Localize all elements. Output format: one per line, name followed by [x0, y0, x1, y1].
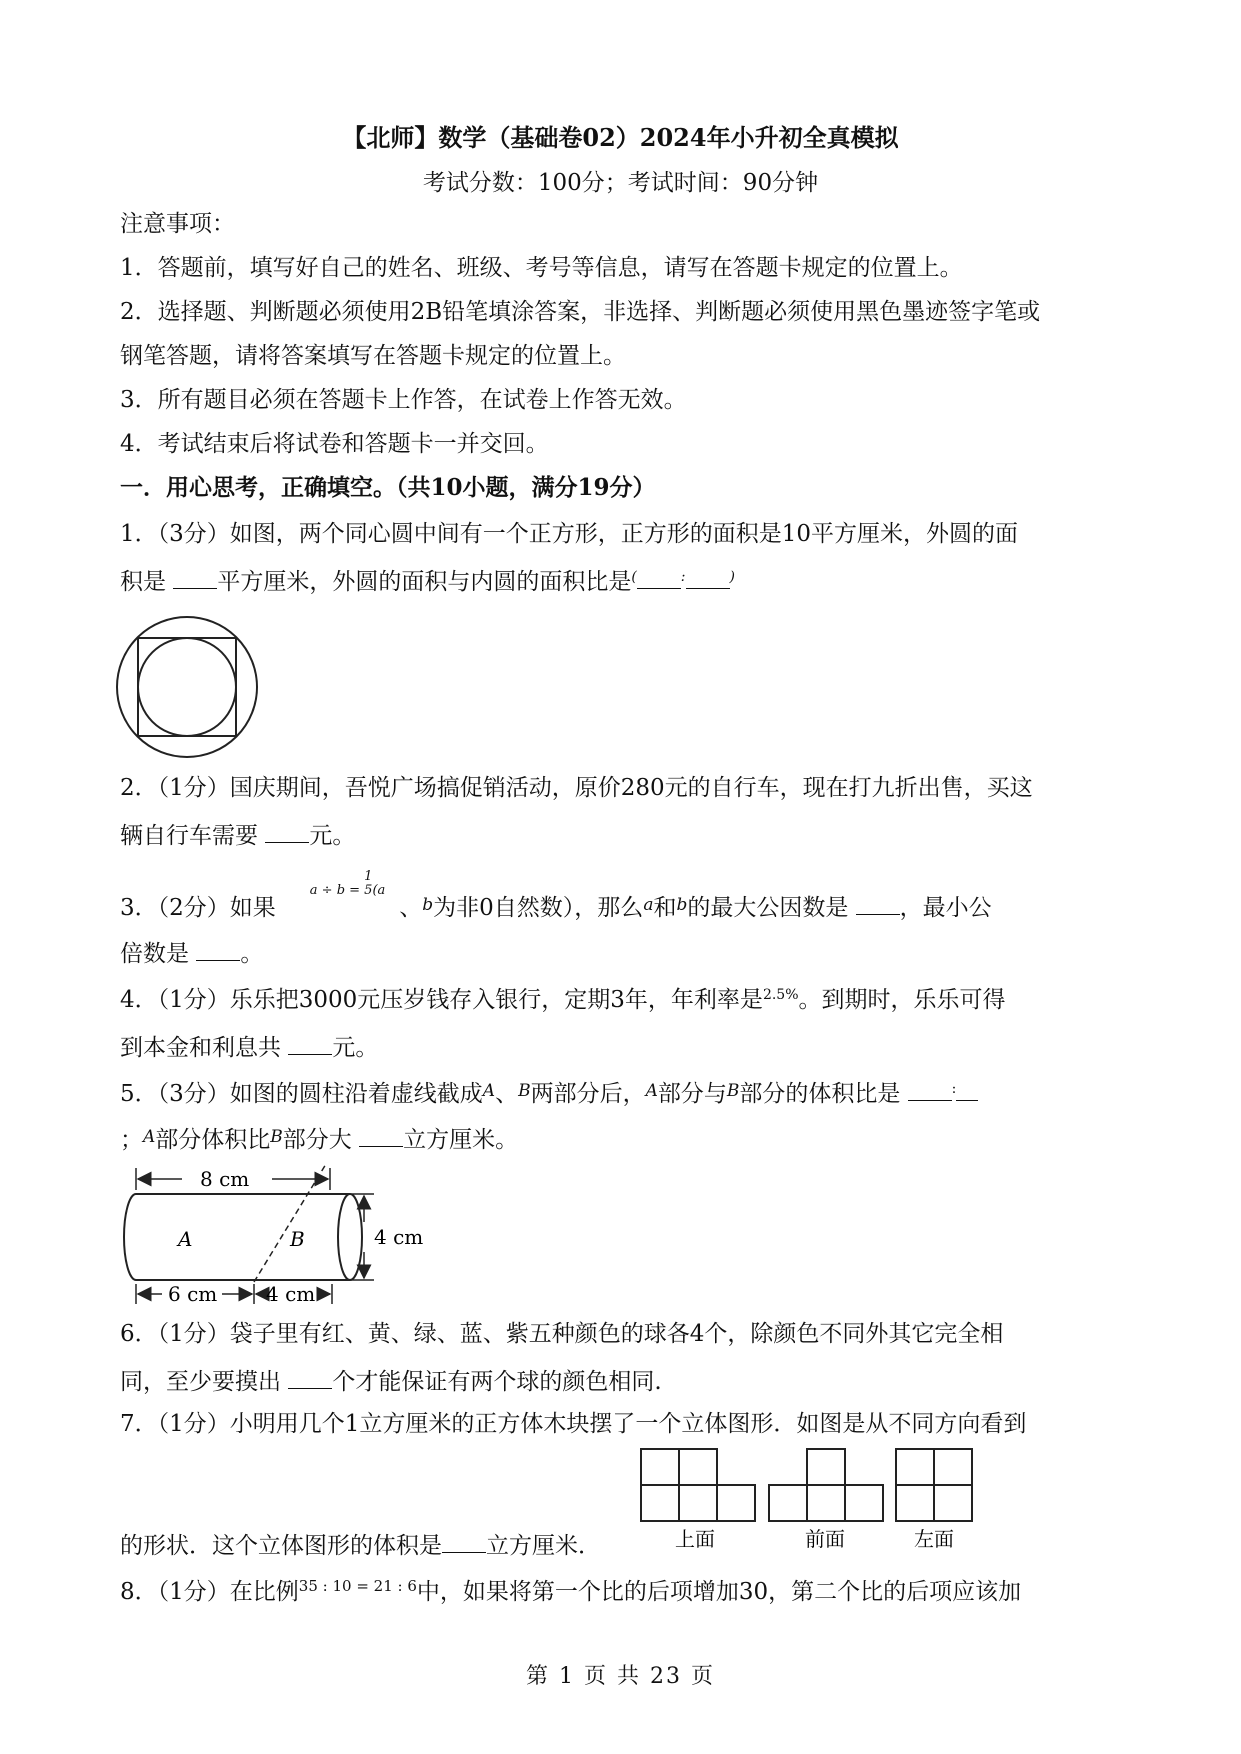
answer-blank[interactable] — [686, 564, 730, 589]
notice-item: 4．考试结束后将试卷和答题卡一并交回。 — [120, 431, 549, 457]
left-view — [896, 1449, 972, 1521]
view-label-top: 上面 — [675, 1527, 715, 1548]
notice-item: 3．所有题目必须在答题卡上作答，在试卷上作答无效。 — [120, 387, 687, 413]
question-1-line-2: 积是 平方厘米，外圆的面积与内圆的面积比是( : ) — [120, 564, 735, 601]
question-2-line-1: 2．（1分）国庆期间，吾悦广场搞促销活动，原价280元的自行车，现在打九折出售，买这 — [120, 775, 1033, 801]
question-3-line-1: 3．（2分）如果a ÷ b = 1 5 (a、$^b$为非0自然数），那么$^a$和$^b$的最大公因数是 ，最小公 — [120, 869, 992, 921]
cut-line — [254, 1164, 326, 1282]
answer-blank[interactable] — [288, 1364, 332, 1389]
top-view — [641, 1449, 755, 1521]
view-label-left: 左面 — [914, 1527, 954, 1548]
cylinder-left-end — [124, 1194, 136, 1280]
formula: a ÷ b = 1 5 (a — [309, 869, 386, 898]
question-5-line-1: 5．（3分）如图的圆柱沿着虚线截成$^A$、$^B$两部分后，$^A$部分与$^B$部分的体积比是 : — [120, 1076, 978, 1113]
question-7-line-1: 7．（1分）小明用几个1立方厘米的正方体木块摆了一个立体图形．如图是从不同方向看到 — [120, 1411, 1027, 1437]
answer-blank[interactable] — [173, 564, 217, 589]
top-dimension-label: 8 cm — [200, 1167, 250, 1191]
question-4-line-2: 到本金和利息共 元。 — [120, 1030, 378, 1064]
question-5-line-2: ；$^A$部分体积比$^B$部分大 立方厘米。 — [120, 1122, 518, 1158]
question-2-line-2: 辆自行车需要 元。 — [120, 818, 355, 852]
question-3-line-2: 倍数是 。 — [120, 936, 263, 970]
section-heading: 一．用心思考，正确填空。（共10小题，满分19分） — [120, 474, 656, 501]
answer-blank[interactable] — [359, 1122, 403, 1147]
question-6-line-2: 同，至少要摸出 个才能保证有两个球的颜色相同. — [120, 1364, 662, 1398]
question-1-line-1: 1．（3分）如图，两个同心圆中间有一个正方形，正方形的面积是10平方厘米，外圆的面 — [120, 521, 1019, 547]
answer-blank[interactable] — [856, 890, 900, 915]
answer-blank[interactable] — [637, 564, 681, 589]
answer-blank[interactable] — [196, 936, 240, 961]
part-b-label: B — [290, 1227, 305, 1251]
notice-item: 1．答题前，填写好自己的姓名、班级、考号等信息，请写在答题卡规定的位置上。 — [120, 255, 963, 281]
bottom-left-dimension-label: 6 cm — [168, 1282, 218, 1305]
answer-blank[interactable] — [288, 1030, 332, 1055]
cylinder-figure — [112, 1160, 442, 1305]
three-views-figure — [640, 1448, 980, 1548]
front-view — [769, 1449, 883, 1521]
concentric-circles-figure — [112, 612, 262, 762]
answer-blank[interactable] — [442, 1528, 486, 1553]
notice-heading: 注意事项： — [120, 211, 235, 237]
answer-blank[interactable] — [956, 1076, 978, 1101]
question-8-line-1: 8．（1分）在比例$^{35 : 10 = 21 : 6}$中，如果将第一个比的后项增加30，第二个比的后项应该加 — [120, 1577, 1022, 1605]
page-footer: 第 1 页 共 23 页 — [526, 1664, 715, 1689]
answer-blank[interactable] — [908, 1076, 952, 1101]
ratio-formula: 35 : 10 = 21 : 6 — [298, 1577, 417, 1595]
notice-item: 2．选择题、判断题必须使用2B铅笔填涂答案，非选择、判断题必须使用黑色墨迹签字笔或 — [120, 299, 1041, 325]
question-6-line-1: 6．（1分）袋子里有红、黄、绿、蓝、紫五种颜色的球各4个，除颜色不同外其它完全相 — [120, 1321, 1004, 1347]
notice-item: 钢笔答题，请将答案填写在答题卡规定的位置上。 — [120, 343, 626, 369]
right-dimension-label: 4 cm — [374, 1225, 424, 1249]
inner-circle — [138, 638, 236, 736]
exam-info: 考试分数：100分；考试时间：90分钟 — [422, 170, 819, 196]
question-4-line-1: 4．（1分）乐乐把3000元压岁钱存入银行，定期3年，年利率是$^{2.5\%}$。到期时，乐乐可得 — [120, 987, 1006, 1013]
view-label-front: 前面 — [805, 1527, 845, 1548]
question-7-line-2: 的形状．这个立体图形的体积是 立方厘米． — [120, 1528, 601, 1562]
cylinder-right-end — [338, 1194, 362, 1280]
bottom-right-dimension-label: 4 cm — [266, 1282, 316, 1305]
answer-blank[interactable] — [265, 818, 309, 843]
part-a-label: A — [178, 1227, 193, 1251]
page-title: 【北师】数学（基础卷02）2024年小升初全真模拟 — [342, 123, 899, 152]
